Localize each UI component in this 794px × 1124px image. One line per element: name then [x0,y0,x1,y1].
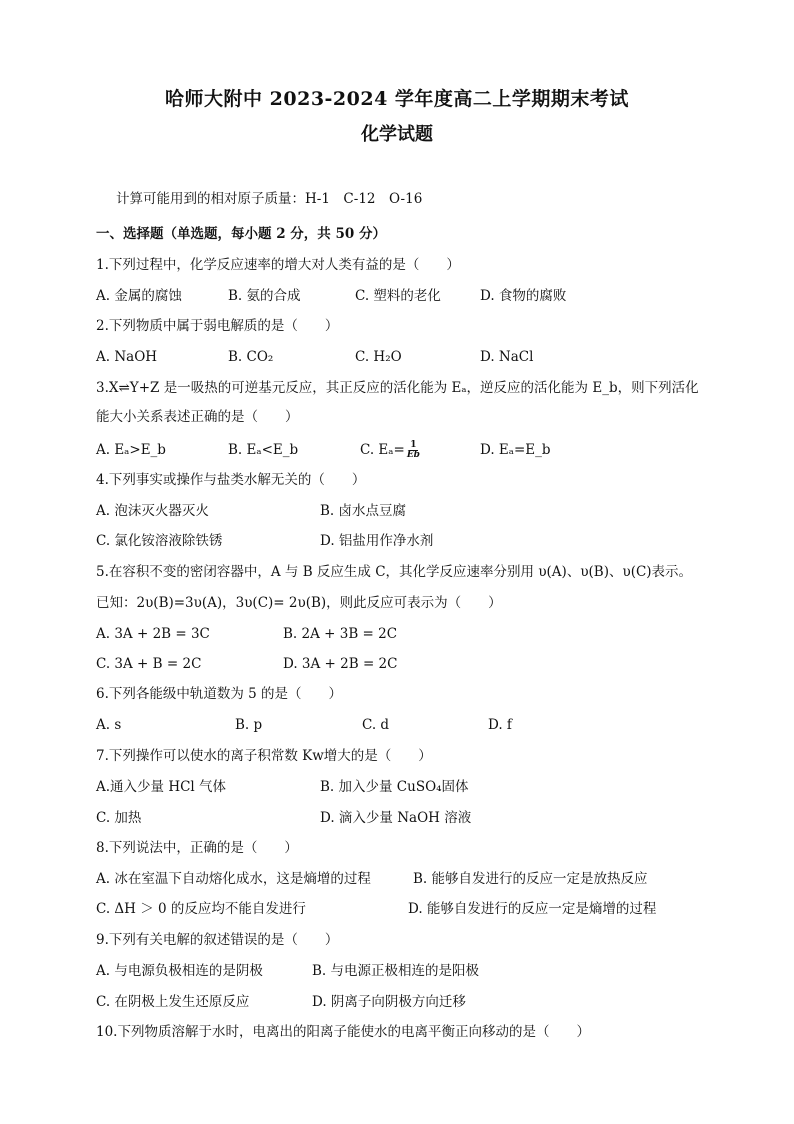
question-stem: 3.X⇌Y+Z 是一吸热的可逆基元反应，其正反应的活化能为 Eₐ，逆反应的活化能为 E_b，则下列活化 [96,380,699,396]
option-a: A. 3A + 2B = 3C [96,626,210,642]
option-c: C. ΔH ＞ 0 的反应均不能自发进行 [96,901,306,917]
question-stem: 2.下列物质中属于弱电解质的是（ ） [96,318,339,334]
question-stem: 4.下列事实或操作与盐类水解无关的（ ） [96,472,366,488]
option-a: A. s [96,717,122,733]
option-a: A.通入少量 HCl 气体 [96,779,227,795]
question-stem: 6.下列各能级中轨道数为 5 的是（ ） [96,686,343,702]
option-a: A. Eₐ>E_b [96,442,166,458]
option-a: A. 冰在室温下自动熔化成水，这是熵增的过程 [96,871,371,887]
option-a: A. 金属的腐蚀 [96,288,182,304]
option-c: C. 氯化铵溶液除铁锈 [96,533,223,549]
question-stem-continued: 已知：2υ(B)=3υ(A)，3υ(C)= 2υ(B)，则此反应可表示为（ ） [96,595,502,611]
option-d: D. 滴入少量 NaOH 溶液 [320,810,472,826]
atomic-mass-note: 计算可能用到的相对原子质量：H-1 C-12 O-16 [116,191,423,207]
option-c: C. d [362,717,390,733]
question-stem: 1.下列过程中，化学反应速率的增大对人类有益的是（ ） [96,257,460,273]
question-stem: 5.在容积不变的密闭容器中，A 与 B 反应生成 C，其化学反应速率分别用 υ(A)、υ(B)、υ(C)表示。 [96,564,693,580]
question-stem: 8.下列说法中，正确的是（ ） [96,840,298,856]
question-stem: 10.下列物质溶解于水时，电离出的阳离子能使水的电离平衡正向移动的是（ ） [96,1024,590,1040]
option-d: D. 能够自发进行的反应一定是熵增的过程 [408,901,657,917]
question-stem: 7.下列操作可以使水的离子积常数 Kw增大的是（ ） [96,748,432,764]
question-stem-continued: 能大小关系表述正确的是（ ） [96,409,299,425]
option-a: A. 泡沫灭火器灭火 [96,503,209,519]
option-c: C. 3A + B = 2C [96,656,202,672]
fraction-numerator: 1 [410,440,417,450]
option-b: B. 氨的合成 [228,288,301,304]
exam-title: 哈师大附中 2023-2024 学年度高二上学期期末考试 [165,88,629,110]
section-heading: 一、选择题（单选题，每小题 2 分，共 50 分） [96,226,386,242]
option-c: C. 塑料的老化 [355,288,441,304]
option-b: B. 2A + 3B = 2C [283,626,398,642]
option-c: C. 加热 [96,810,142,826]
option-a: A. NaOH [96,349,158,365]
option-c: C. 在阴极上发生还原反应 [96,994,250,1010]
option-c-label: C. Eₐ= [360,442,405,458]
option-b: B. 加入少量 CuSO₄固体 [320,779,469,795]
option-b: B. 与电源正极相连的是阳极 [312,963,480,979]
option-d: D. NaCl [480,349,534,365]
option-b: B. p [235,717,263,733]
option-d: D. Eₐ=E_b [480,442,551,458]
question-stem: 9.下列有关电解的叙述错误的是（ ） [96,932,339,948]
option-d: D. 食物的腐败 [480,288,567,304]
option-c: C. H₂O [355,349,402,365]
option-d: D. 铝盐用作净水剂 [320,533,434,549]
option-d: D. 阴离子向阴极方向迁移 [312,994,466,1010]
option-b: B. Eₐ<E_b [228,442,299,458]
option-a: A. 与电源负极相连的是阴极 [96,963,263,979]
option-c [360,441,420,460]
fraction-denominator: Eb [406,450,420,460]
option-d: D. 3A + 2B = 2C [283,656,398,672]
option-b: B. 能够自发进行的反应一定是放热反应 [413,871,648,887]
option-b: B. CO₂ [228,349,274,365]
exam-subtitle: 化学试题 [361,124,433,145]
option-d: D. f [488,717,512,733]
option-b: B. 卤水点豆腐 [320,503,407,519]
fraction [407,441,420,460]
